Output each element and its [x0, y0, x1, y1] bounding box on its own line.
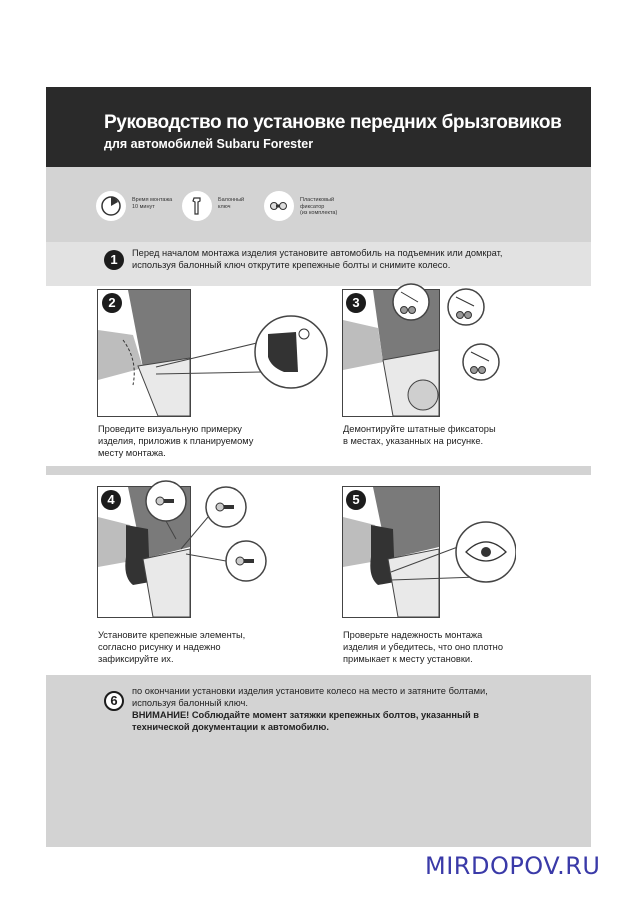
legend-row [46, 187, 591, 227]
step-1-number: 1 [104, 250, 124, 270]
step-1-text: Перед началом монтажа изделия установите автомобиль на подъемник или домкрат, используя балонный ключ открутите крепежные болты и снимите колесо. [132, 248, 503, 270]
watermark: MIRDOPOV.RU [425, 852, 601, 880]
page-subtitle: для автомобилей Subaru Forester [104, 137, 314, 151]
step-4-number: 4 [101, 490, 121, 510]
step-4-text: Установите крепежные элементы, согласно рисунку и надежно зафиксируйте их. [98, 630, 246, 664]
step-2-number: 2 [102, 293, 122, 313]
step-3-number: 3 [346, 293, 366, 313]
step-5-callout [386, 502, 516, 602]
instruction-sheet [46, 87, 591, 847]
step-3-callouts [376, 282, 516, 407]
step-6-number: 6 [104, 691, 124, 711]
step-2-text: Проведите визуальную примерку изделия, приложив к планируемому месту монтажа. [98, 424, 254, 458]
step-6-text: по окончании установки изделия установите колесо на место и затяните болтами, используя балонный ключ. ВНИМАНИЕ! Соблюдайте момент затяжки крепежных болтов, указанный в технической документации к автомобилю. [132, 686, 488, 732]
legend-wrench-label: Балонный ключ [218, 197, 245, 210]
clip-icon [264, 191, 294, 221]
wrench-icon [182, 191, 212, 221]
step-5-text: Проверьте надежность монтажа изделия и убедитесь, что оно плотно примыкает к месту установки. [343, 630, 503, 664]
page-title: Руководство по установке передних брызговиков [104, 112, 562, 133]
step-2-callout [146, 312, 336, 392]
clock-icon [96, 191, 126, 221]
step-5-number: 5 [346, 490, 366, 510]
step-4-callouts [136, 479, 271, 599]
step-3-text: Демонтируйте штатные фиксаторы в местах, указанных на рисунке. [343, 424, 496, 446]
legend-time-label: Время монтажа 10 минут [132, 197, 173, 210]
header-banner [46, 87, 591, 167]
warning-text-line2: технической документации к автомобилю. [132, 722, 329, 732]
warning-text-line1: ВНИМАНИЕ! Соблюдайте момент затяжки крепежных болтов, указанный в [132, 710, 479, 720]
legend-clip-label: Пластиковый фиксатор (из комплекта) [300, 197, 338, 216]
